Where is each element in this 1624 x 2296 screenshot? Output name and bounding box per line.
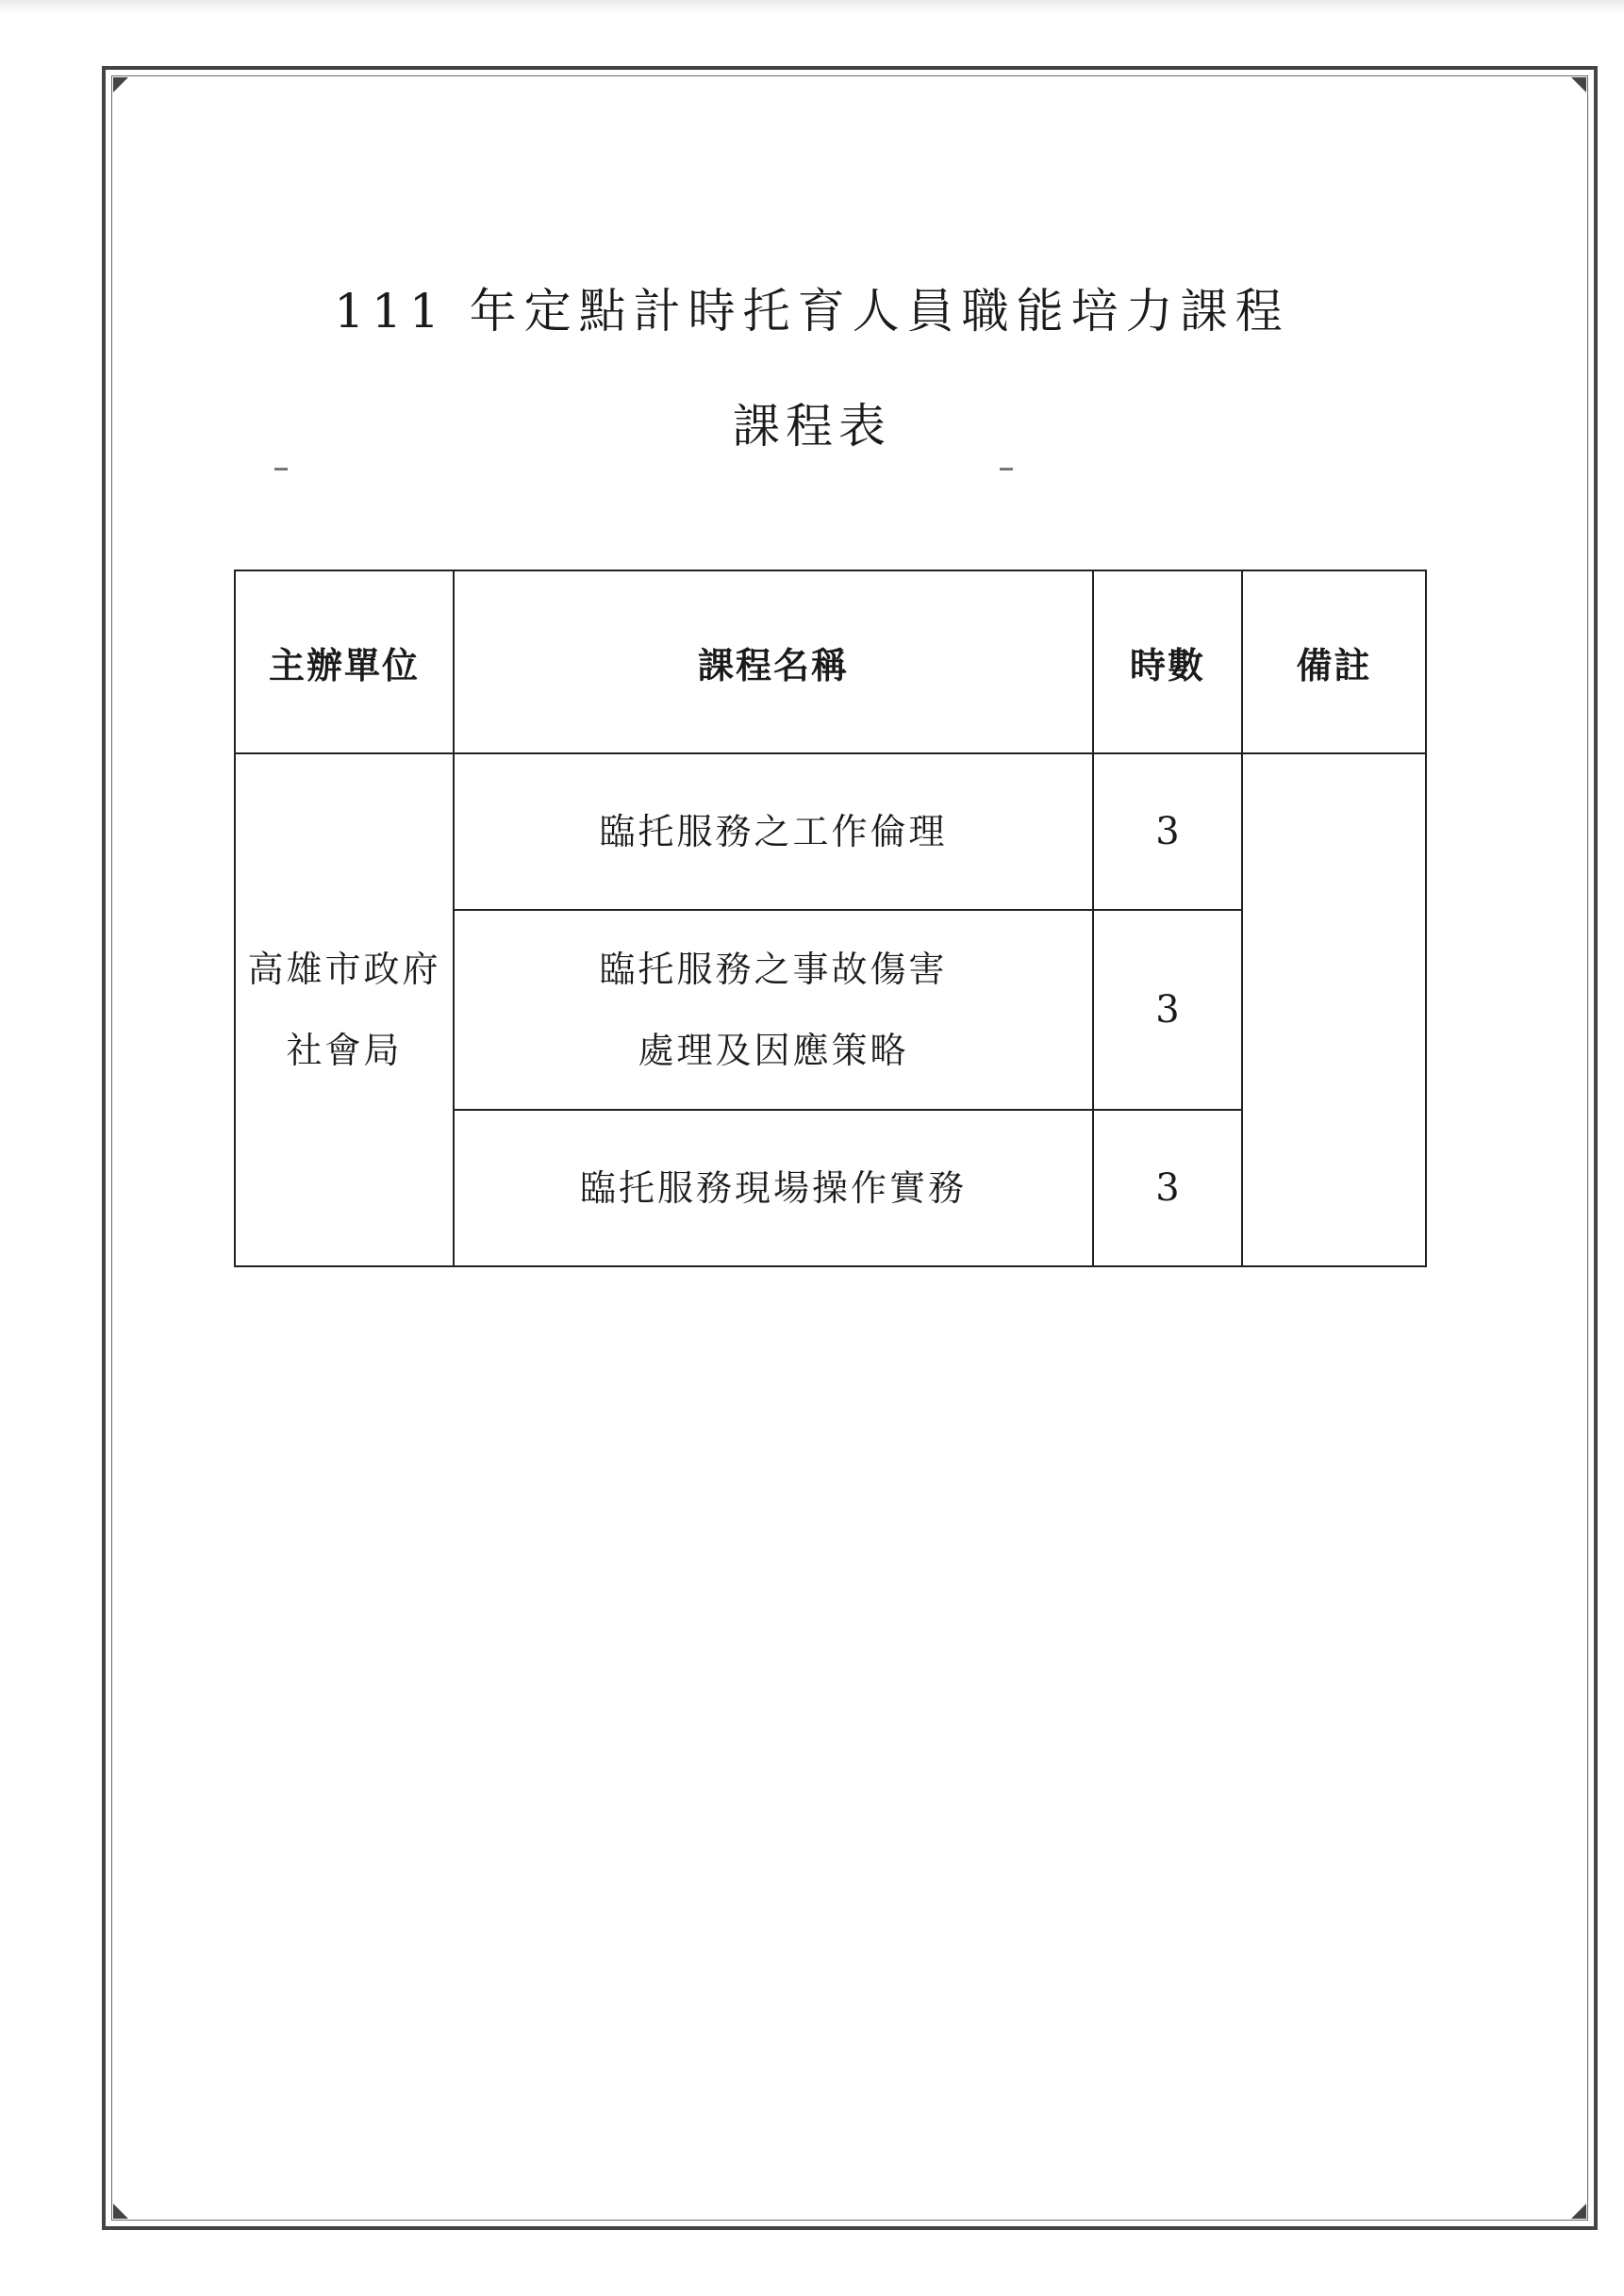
scan-edge-shading <box>0 0 1624 13</box>
course-name: 臨托服務之事故傷害 <box>599 949 948 990</box>
course-name: 臨托服務現場操作實務 <box>579 1167 967 1209</box>
course-name-cell <box>454 753 1093 910</box>
hours-cell: 3 <box>1093 753 1242 910</box>
notes-cell <box>1242 753 1426 1266</box>
course-name: 處理及因應策略 <box>638 1030 909 1071</box>
organizer-line: 社會局 <box>286 1030 403 1071</box>
hours-cell: 3 <box>1093 910 1242 1110</box>
table-row <box>235 753 1426 910</box>
border-corner-ornament <box>113 2204 128 2219</box>
course-name-cell <box>454 1110 1093 1266</box>
header-course-name: 課程名稱 <box>454 570 1093 753</box>
scan-mark <box>1000 468 1013 471</box>
header-notes: 備註 <box>1242 570 1426 753</box>
header-hours: 時數 <box>1093 570 1242 753</box>
organizer-cell <box>235 753 454 1266</box>
hours-cell: 3 <box>1093 1110 1242 1266</box>
course-name: 臨托服務之工作倫理 <box>599 811 948 852</box>
course-schedule-table <box>234 570 1427 1267</box>
header-organizer: 主辦單位 <box>235 570 454 753</box>
course-name-cell <box>454 910 1093 1110</box>
scan-mark <box>274 468 288 471</box>
border-corner-ornament <box>1571 77 1586 92</box>
document-subtitle: 課程表 <box>733 399 891 454</box>
document-title: 111 年定點計時托育人員職能培力課程 <box>334 284 1290 339</box>
organizer-line: 高雄市政府 <box>247 949 441 990</box>
border-corner-ornament <box>113 77 128 92</box>
border-corner-ornament <box>1571 2204 1586 2219</box>
table-header-row <box>235 570 1426 753</box>
